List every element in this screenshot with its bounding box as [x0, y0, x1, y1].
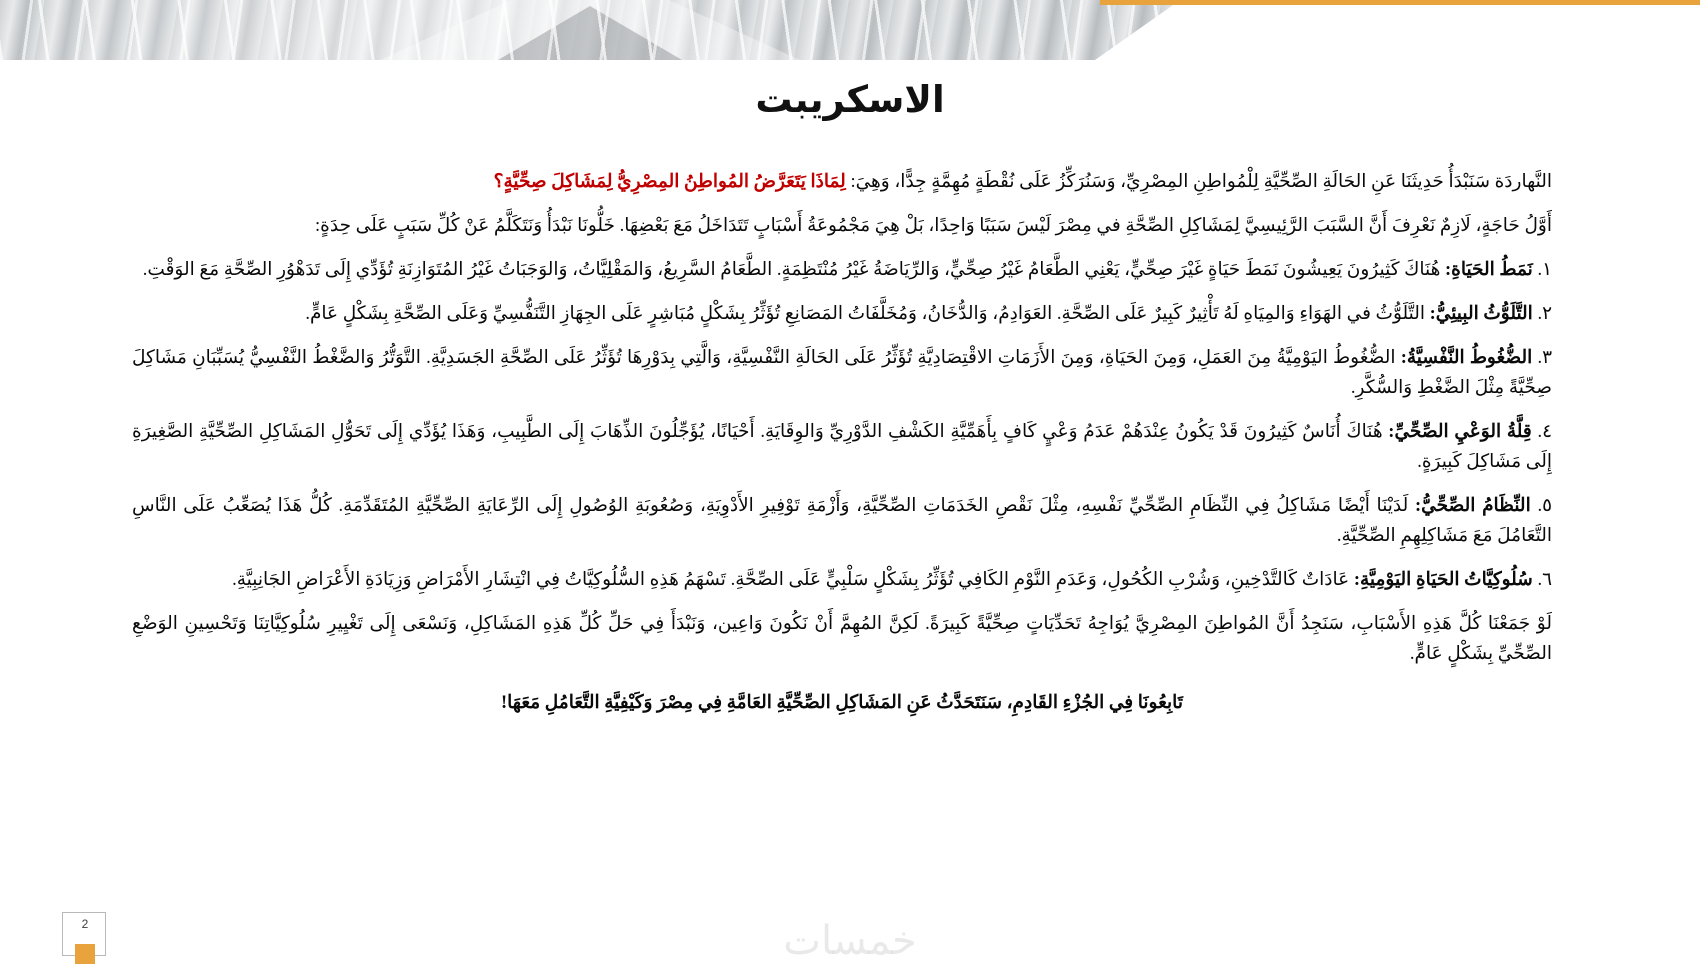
page-title: الاسكريبت: [755, 79, 945, 120]
badge-accent-square: [75, 944, 95, 964]
list-item-dot: .: [1537, 303, 1543, 324]
intro-paragraph: [132, 168, 1552, 198]
list-item-number: ٥: [1542, 495, 1553, 516]
list-item-lead: سُلُوكِيَّاتُ الحَيَاةِ اليَوْمِيَّةِ:: [1353, 569, 1533, 590]
list-item: [132, 344, 1552, 404]
list-item-lead: قِلَّةُ الوَعْيِ الصِّحِّيِّ:: [1388, 421, 1532, 442]
lead-in-paragraph: أَوَّلُ حَاجَةٍ، لَازِمٌ نَعْرِفَ أَنَّ السَّبَبَ الرَّئِيسِيَّ لِمَشَاكِلِ الصِّحَّةِ في مِصْرَ لَيْسَ سَبَبًا وَاحِدًا، بَلْ هِيَ مَجْمُوعَةُ أَسْبَابٍ تَتَدَاخَلُ مَعَ بَعْضِهَا. خَلُّونَا نَبْدَأُ وَنَتَكَلَّمُ عَنْ كُلِّ سَبَبٍ عَلَى حِدَةٍ:: [315, 215, 1552, 236]
list-item-dot: .: [1537, 259, 1543, 280]
list-item-number: ١: [1542, 259, 1552, 280]
list-item: [132, 418, 1552, 478]
summary-paragraph: لَوْ جَمَعْنَا كُلَّ هَذِهِ الأَسْبَابِ، سَنَجِدُ أَنَّ المُواطِنَ المِصْرِيَّ يُوَاجِهُ تَحَدِّيَاتٍ صِحِّيَّةً كَبِيرَةً. لَكِنَّ المُهِمَّ أَنْ نَكُونَ وَاعِين، وَنَبْدَأَ فِي حَلِّ كُلِّ هَذِهِ المَشَاكِلِ، وَنَسْعَى إِلَى تَغْيِيرِ سُلُوكِيَّاتِنَا وَتَحْسِينِ الوَضْعِ الصِّحِّيِّ بِشَكْلٍ عَامٍّ.: [132, 613, 1552, 664]
list-item-lead: الضُّغُوطُ النَّفْسِيَّةُ:: [1400, 347, 1533, 368]
list-item: [132, 300, 1552, 330]
list-item-dot: .: [1537, 495, 1543, 516]
closing-call-to-action: تَابِعُونَا فِي الجُزْءِ القَادِمِ، سَنَتَحَدَّثُ عَنِ المَشَاكِلِ الصِّحِّيَّةِ العَامَّةِ فِي مِصْرَ وَكَيْفِيَّةِ التَّعَامُلِ مَعَهَا!: [501, 692, 1183, 713]
page-number-badge: [62, 912, 106, 956]
accent-bar: [1100, 0, 1700, 5]
list-item-text: هُنَاكَ كَثِيرُونَ يَعِيشُونَ نَمَطَ حَيَاةٍ غَيْرَ صِحِّيٍّ، يَعْنِي الطَّعَامُ غَيْرُ صِحِّيٍّ، وَالرِّيَاضَةُ غَيْرُ مُنْتَظِمَةٍ. الطَّعَامُ السَّرِيعُ، وَالمَقْلِيَّاتُ، وَالوَجَبَاتُ غَيْرُ المُتَوَازِنَةِ تُؤَدِّي إِلَى تَدَهْوُرِ الصِّحَّةِ مَعَ الوَقْتِ.: [142, 259, 1441, 280]
list-item-lead: نَمَطُ الحَيَاةِ:: [1444, 259, 1533, 280]
intro-text: النَّهاردَة سَنَبْدَأُ حَدِيثَنَا عَنِ الحَالَةِ الصِّحِّيَّةِ لِلْمُواطِنِ المِصْرِيِّ، وَسَنُرَكِّزُ عَلَى نُقْطَةٍ مُهِمَّةٍ جِدًّا، وَهِيَ:: [850, 172, 1552, 192]
watermark: خمسات: [783, 919, 917, 963]
list-item-text: هُنَاكَ أُنَاسٌ كَثِيرُونَ قَدْ يَكُونُ عِنْدَهُمْ عَدَمُ وَعْيٍ كَافٍ بِأَهَمِّيَّةِ الكَشْفِ الدَّوْرِيِّ وَالوِقَايَةِ. أَحْيَانًا، يُؤَجِّلُونَ الذِّهَابَ إِلَى الطَّبِيبِ، وَهَذَا يُؤَدِّي إِلَى تَحَوُّلِ المَشَاكِلِ الصِّحِّيَّةِ الصَّغِيرَةِ إِلَى مَشَاكِلَ كَبِيرَةٍ.: [132, 421, 1552, 472]
page-number: 2: [81, 917, 89, 931]
slide-body: [132, 168, 1552, 732]
list-item-number: ٦: [1542, 569, 1552, 590]
list-item-lead: النِّظَامُ الصِّحِّيُّ:: [1415, 495, 1531, 516]
list-item-lead: التَّلَوُّثُ البِيئِيُّ:: [1429, 303, 1533, 324]
list-item-dot: .: [1537, 347, 1543, 368]
list-item-text: لَدَيْنَا أَيْضًا مَشَاكِلُ فِي النِّظَامِ الصِّحِّيِّ نَفْسِهِ، مِثْلَ نَقْصِ الخَدَمَاتِ الصِّحِّيَّةِ، وَأَزْمَةِ تَوْفِيرِ الأَدْوِيَةِ، وَصُعُوبَةِ الوُصُولِ إِلَى الرِّعَايَةِ الصِّحِّيَّةِ المُتَقَدِّمَةِ. كُلُّ هَذَا يُصَعِّبُ عَلَى النَّاسِ التَّعَامُلَ مَعَ مَشَاكِلِهِمِ الصِّحِّيَّةِ.: [132, 495, 1552, 546]
list-item-number: ٣: [1542, 347, 1553, 368]
intro-question-highlight: لِمَاذَا يَتَعَرَّضُ المُواطِنُ المِصْرِيُّ لِمَشَاكِلَ صِحِّيَّةٍ؟: [493, 172, 846, 192]
list-item-dot: .: [1537, 421, 1543, 442]
list-item: [132, 492, 1552, 552]
list-item: [132, 256, 1552, 286]
list-item-text: عَادَاتٌ كَالتَّدْخِينِ، وَشُرْبِ الكُحُولِ، وَعَدَمِ النَّوْمِ الكَافِي تُؤَثِّرُ بِشَكْلٍ سَلْبِيٍّ عَلَى الصِّحَّةِ. تَسْهَمُ هَذِهِ السُّلُوكِيَّاتُ فِي انْتِشَارِ الأَمْرَاضِ وَزِيَادَةِ الأَعْرَاضِ الجَانِبِيَّةِ.: [232, 569, 1350, 590]
list-item-number: ٤: [1542, 421, 1553, 442]
list-item-number: ٢: [1542, 303, 1552, 324]
list-item: [132, 566, 1552, 596]
list-item-text: الضُّغُوطُ اليَوْمِيَّةُ مِنَ العَمَلِ، وَمِنَ الحَيَاةِ، وَمِنَ الأَزَمَاتِ الاقْتِصَادِيَّةِ تُؤَثِّرُ عَلَى الحَالَةِ النَّفْسِيَّةِ، وَالَّتِي بِدَوْرِهَا تُؤَثِّرُ عَلَى الصِّحَّةِ الجَسَدِيَّةِ. التَّوَتُّرُ وَالضَّغْطُ النَّفْسِيُّ يُسَبِّبَانِ مَشَاكِلَ صِحِّيَّةً مِثْلَ الضَّغْطِ وَالسُّكَّرِ.: [132, 347, 1552, 398]
list-item-text: التَّلَوُّثُ في الهَوَاءِ وَالمِيَاهِ لَهُ تَأْثِيرٌ كَبِيرٌ عَلَى الصِّحَّةِ. العَوَادِمُ، وَالدُّخَانُ، وَمُخَلَّفَاتُ المَصَانِعِ تُؤَثِّرُ بِشَكْلٍ مُبَاشِرٍ عَلَى الجِهَازِ التَّنَفُّسِيِّ وَعَلَى الصِّحَّةِ بِشَكْلٍ عَامٍّ.: [305, 303, 1425, 324]
header-banner-image: [0, 0, 1700, 60]
banner-struts-overlay: [0, 0, 1180, 60]
list-item-dot: .: [1537, 569, 1543, 590]
